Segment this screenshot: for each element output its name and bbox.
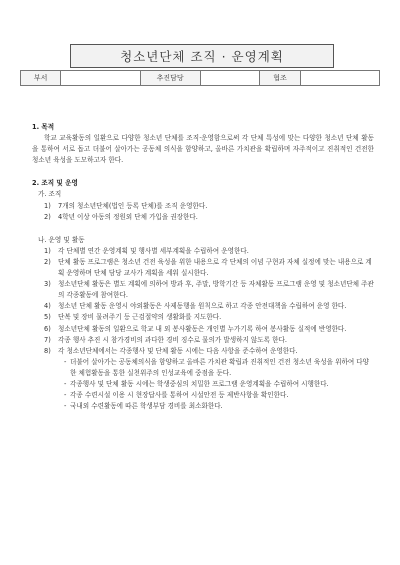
section-2-heading: 2. 조직 및 운영 [32, 179, 78, 188]
list-item: 1) 7개의 청소년단체(법인 등록 단체)를 조직 운영한다. [44, 201, 208, 210]
document-title: 청소년단체 조직 · 운영계획 [70, 44, 334, 68]
list-item: 6) 청소년단체 활동의 일환으로 학교 내 외 봉사활동은 개인별 누가기록 하여 봉사활동 실적에 반영한다. [44, 324, 347, 333]
list-item: 3) 청소년단체 활동은 별도 계획에 의하여 방과 후, 주말, 방학기간 등 자체활동 프로그램 운영 및 청소년단체 주관의 각종활동에 참여한다. [44, 280, 374, 300]
dept-label: 부서 [21, 71, 61, 86]
list-item: 7) 각종 행사 추진 시 참가경비의 과다한 경비 징수로 물의가 발생하지 않도록 한다. [44, 335, 287, 344]
owner-value [200, 71, 260, 86]
section-1-heading: 1. 목적 [32, 123, 55, 131]
subsection-ga-heading: 가. 조직 [38, 190, 62, 199]
coop-label: 협조 [260, 71, 300, 86]
approval-table [20, 70, 380, 86]
subsection-na-heading: 나. 운영 및 활동 [38, 235, 85, 244]
list-item: 8) 각 청소년단체에서는 각종행사 및 단체 활동 시에는 다음 사항을 준수하여 운영한다. [44, 346, 298, 355]
bullet-item: - 각종행사 및 단체 활동 시에는 학생중심의 치밀한 프로그램 운영계획을 수립하여 시행한다. [64, 379, 329, 388]
list-item: 5) 단복 및 장비 물려주기 등 근검절약의 생활화를 지도한다. [44, 313, 222, 322]
section-1-text: 학교 교육활동의 일환으로 다양한 청소년 단체를 조직·운영함으로써 각 단체 특성에 맞는 다양한 청소년 단체 활동을 통하여 서로 돕고 더불어 살아가는 공동체 의식을 함양하고, 올바른 가치관을 확립하며 자주적이고 진취적인 건전한 청소년 육성을 도모하고자 한다. [32, 134, 375, 165]
list-item: 1) 각 단체별 연간 운영계획 및 행사별 세부계획을 수립하여 운영한다. [44, 246, 249, 255]
coop-value [300, 71, 379, 86]
list-item: 4) 청소년 단체 활동 운영시 야외활동은 사제동행을 원칙으로 하고 각종 안전대책을 수립하여 운영 한다. [44, 302, 347, 311]
bullet-item: - 각종 수련시설 이용 시 현장답사를 통하여 시설안전 등 제반사항을 확인한다. [64, 391, 289, 400]
owner-label: 추진담당 [140, 71, 200, 86]
dept-value [61, 71, 140, 86]
list-item: 2) 단체 활동 프로그램은 청소년 건전 육성을 위한 내용으로 각 단체의 이념 구현과 자체 실정에 맞는 내용으로 계획 운영하며 단체 담당 교사가 계획을 세워 실시한다. [44, 257, 372, 278]
bullet-item: - 국내외 수련활동에 따른 학생부담 경비를 최소화한다. [64, 402, 223, 411]
list-item: 2) 4학년 이상 아동의 정원외 단체 가입을 권장한다. [44, 212, 198, 221]
bullet-item: - 더불어 살아가는 공동체의식을 함양하고 올바른 가치관 확립과 진취적인 건전 청소년 육성을 위하여 다양한 체험활동을 통한 실천위주의 인성교육에 중점을 둔다. [64, 357, 370, 377]
document-body [32, 122, 374, 412]
